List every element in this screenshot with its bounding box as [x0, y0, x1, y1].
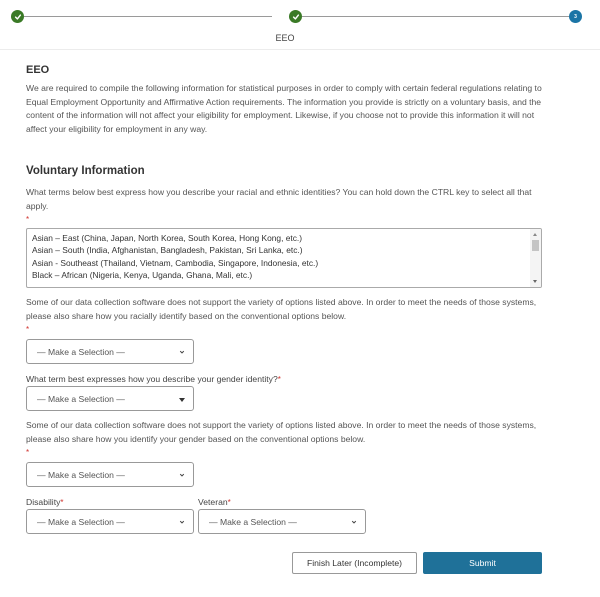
select-value: — Make a Selection — [37, 469, 125, 480]
label-text: Veteran [198, 497, 228, 507]
required-marker: * [26, 215, 30, 224]
gender-select[interactable] [26, 386, 194, 411]
step-3-current[interactable] [569, 10, 582, 23]
race-option[interactable]: Black – African (Nigeria, Kenya, Uganda, Ghana, Mali, etc.) [32, 270, 253, 281]
required-marker: * [277, 375, 281, 384]
race-conventional-select[interactable] [26, 339, 194, 364]
caret-down-icon [179, 398, 185, 402]
chevron-down-icon [351, 519, 357, 525]
required-marker: * [26, 325, 30, 334]
label-text: Disability [26, 497, 61, 507]
gender-question-label [26, 374, 281, 384]
submit-button[interactable]: Submit [423, 552, 542, 574]
chevron-down-icon [179, 349, 185, 355]
progress-stepper [0, 0, 600, 50]
stepper-connector [24, 16, 272, 17]
select-value: — Make a Selection — [37, 516, 125, 527]
scrollbar-thumb[interactable] [532, 240, 539, 251]
scroll-down-icon[interactable] [533, 280, 537, 283]
multiselect-scrollbar[interactable] [530, 229, 541, 287]
finish-later-button[interactable]: Finish Later (Incomplete) [292, 552, 417, 574]
race-multiselect[interactable] [26, 228, 542, 288]
section-title: EEO [26, 64, 50, 76]
chevron-down-icon [179, 519, 185, 525]
step-1-complete[interactable] [11, 10, 24, 23]
gender-conventional-text: Some of our data collection software does not support the variety of options listed above. In order to meet the needs of those systems, please also share how you identify your gender based on the conventional options below. [26, 420, 537, 444]
eeo-intro-text: We are required to compile the following information for statistical purposes in order to comply with certain federal regulations relating to Equal Employment Opportunity and Affirmative Action requirements. The information you provide is strictly on a voluntary basis, and the content of the information will not affect your eligibility for employment. Likewise, if you choose not to provide this information it will not affect your eligibility for employment in any way. [26, 83, 542, 134]
required-marker: * [60, 498, 64, 507]
select-value: — Make a Selection — [37, 346, 125, 357]
check-icon [14, 13, 22, 21]
step-2-complete[interactable] [289, 10, 302, 23]
select-value: — Make a Selection — [209, 516, 297, 527]
check-icon [292, 13, 300, 21]
race-option[interactable]: Asian – South (India, Afghanistan, Bangladesh, Pakistan, Sri Lanka, etc.) [32, 245, 303, 256]
step-label: EEO [275, 33, 295, 43]
veteran-label [198, 497, 231, 507]
step-number: 3 [574, 13, 577, 20]
voluntary-info-title: Voluntary Information [26, 165, 145, 177]
disability-select[interactable] [26, 509, 194, 534]
required-marker: * [26, 448, 30, 457]
select-value: — Make a Selection — [37, 393, 125, 404]
scroll-up-icon[interactable] [533, 233, 537, 236]
eeo-section [26, 64, 546, 136]
disability-label [26, 497, 64, 507]
label-text: What term best expresses how you describe your gender identity? [26, 374, 278, 384]
race-question: What terms below best express how you describe your racial and ethnic identities? You can hold down the CTRL key to select all that apply. [26, 187, 532, 211]
race-option[interactable]: Asian - Southeast (Thailand, Vietnam, Cambodia, Singapore, Indonesia, etc.) [32, 257, 319, 268]
stepper-connector [302, 16, 570, 17]
race-option[interactable]: Asian – East (China, Japan, North Korea, South Korea, Hong Kong, etc.) [32, 233, 303, 243]
veteran-select[interactable] [198, 509, 366, 534]
required-marker: * [227, 498, 231, 507]
race-conventional-text: Some of our data collection software does not support the variety of options listed above. In order to meet the needs of those systems, please also share how you racially identify based on the conventional options below. [26, 297, 537, 321]
chevron-down-icon [179, 472, 185, 478]
gender-conventional-select[interactable] [26, 462, 194, 487]
